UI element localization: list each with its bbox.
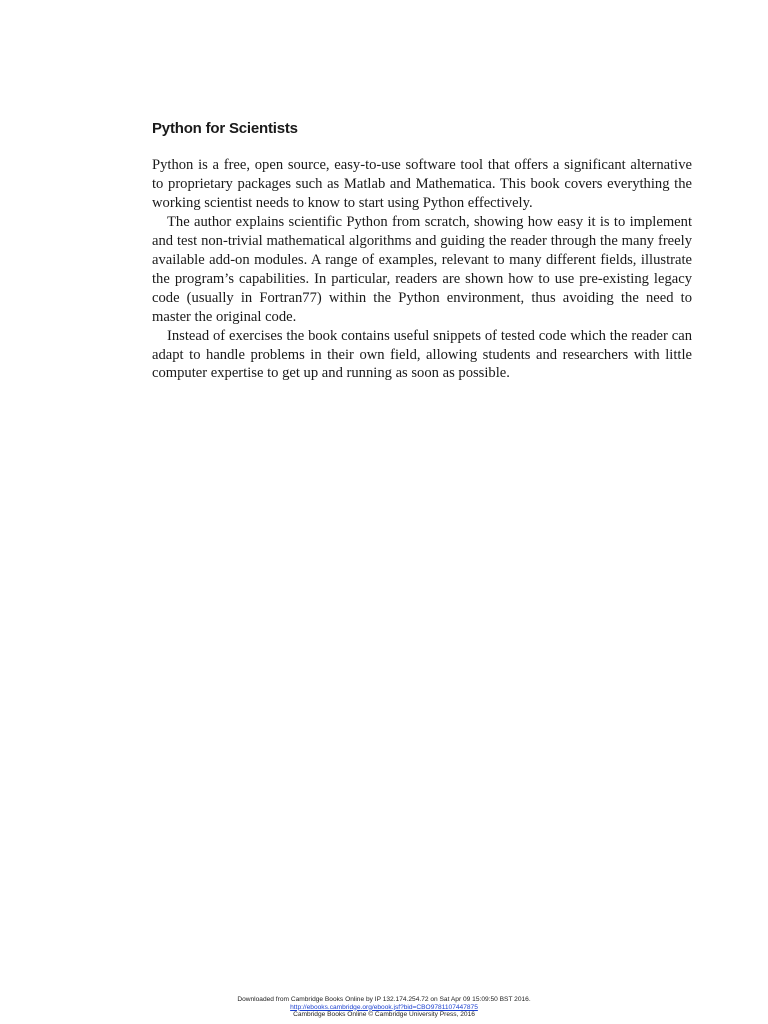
page-title: Python for Scientists bbox=[152, 120, 298, 137]
book-description bbox=[152, 156, 692, 383]
download-footer bbox=[0, 996, 768, 1019]
description-paragraph-3: Instead of exercises the book contains useful snippets of tested code which the reader can adapt to handle problems in their own field, allowing students and researchers with little computer expertise to get up and running as soon as possible. bbox=[152, 327, 692, 382]
description-paragraph-2: The author explains scientific Python from scratch, showing how easy it is to implement and test non-trivial mathematical algorithms and guiding the reader through the many freely available add-on modules. A range of examples, relevant to many different fields, illustrate the program’s capabilities. In particular, readers are shown how to use pre-existing legacy code (usually in Fortran77) within the Python environment, thus avoiding the need to master the original code. bbox=[152, 213, 692, 325]
description-paragraph-1: Python is a free, open source, easy-to-use software tool that offers a significant alternative to proprietary packages such as Matlab and Mathematica. This book covers everything the working scientist needs to know to start using Python effectively. bbox=[152, 157, 692, 211]
ebook-link[interactable]: http://ebooks.cambridge.org/ebook.jsf?bid=CBO9781107447875 bbox=[290, 1003, 478, 1011]
copyright-notice: Cambridge Books Online © Cambridge University Press, 2016 bbox=[293, 1011, 475, 1019]
download-notice: Downloaded from Cambridge Books Online by IP 132.174.254.72 on Sat Apr 09 15:09:50 BST 2016. bbox=[237, 996, 531, 1003]
